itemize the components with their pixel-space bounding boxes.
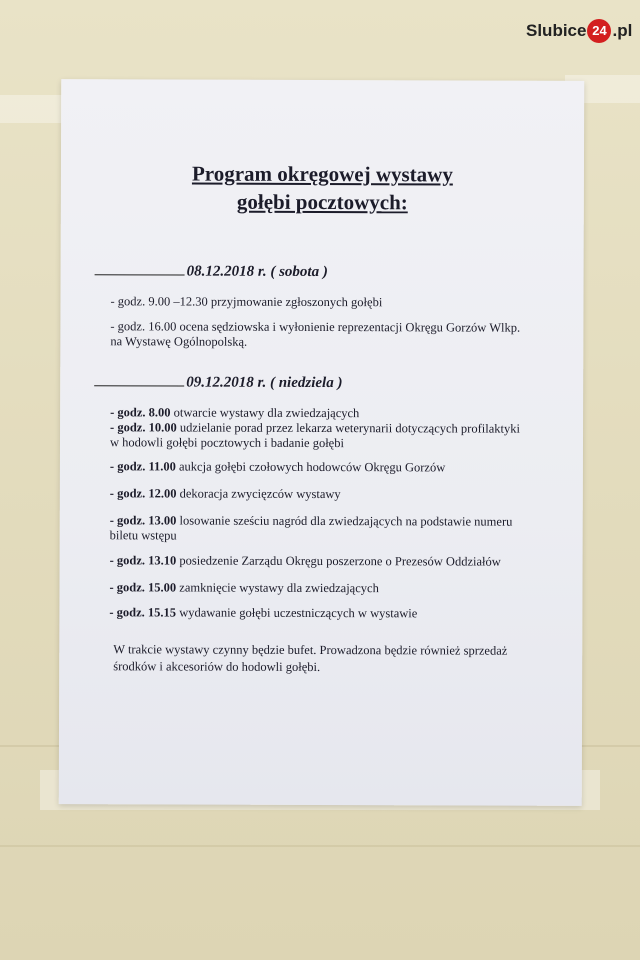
item-text: losowanie sześciu nagród dla zwiedzających na podstawie numeru biletu wstępu bbox=[109, 513, 513, 543]
day2-item bbox=[110, 486, 530, 502]
notice-title-line1: Program okręgowej wystawy bbox=[191, 161, 453, 187]
date-rule bbox=[94, 385, 184, 386]
notice-title-line2: gołębi pocztowych: bbox=[236, 189, 408, 215]
item-time: - godz. 15.15 bbox=[109, 605, 177, 620]
day1-date-text: 08.12.2018 r. ( sobota ) bbox=[186, 263, 328, 281]
date-rule bbox=[95, 274, 185, 275]
item-time: - godz. 8.00 bbox=[110, 405, 171, 420]
day2-item bbox=[110, 405, 510, 421]
item-text: przyjmowanie zgłoszonych gołębi bbox=[210, 294, 383, 310]
day2-item bbox=[110, 553, 530, 569]
watermark-prefix: Slubice bbox=[526, 21, 587, 40]
item-time: - godz. 10.00 bbox=[110, 420, 177, 435]
tape-left bbox=[0, 95, 70, 123]
item-time: - godz. 15.00 bbox=[109, 580, 177, 595]
item-text: zamknięcie wystawy dla zwiedzających bbox=[179, 580, 379, 596]
item-text: dekoracja zwycięzców wystawy bbox=[179, 486, 341, 502]
item-time: - godz. 16.00 bbox=[110, 319, 177, 334]
day2-date bbox=[94, 374, 342, 392]
item-time: - godz. 11.00 bbox=[109, 459, 176, 474]
watermark-logo bbox=[526, 16, 632, 46]
day1-item bbox=[110, 294, 550, 311]
day1-date bbox=[95, 263, 328, 281]
item-text: ocena sędziowska i wyłonienie reprezentacji Okręgu Gorzów Wlkp. na Wystawę Ogólnopolską. bbox=[110, 319, 521, 349]
wall-seam bbox=[0, 845, 640, 847]
item-text: udzielanie porad przez lekarza weterynarii dotyczących profilaktyki w hodowli gołębi pocztowych i badanie gołębi bbox=[109, 420, 520, 451]
item-text: wydawanie gołębi uczestniczących w wystawie bbox=[179, 605, 418, 621]
day2-item bbox=[110, 513, 530, 544]
item-time: - godz. 13.00 bbox=[109, 513, 177, 528]
notice-footer: W trakcie wystawy czynny będzie bufet. Prowadzona będzie również sprzedaż środków i akcesoriów do hodowli gołębi. bbox=[113, 642, 508, 674]
day1-item bbox=[110, 319, 530, 350]
item-text: aukcja gołębi czołowych hodowców Okręgu Gorzów bbox=[179, 459, 446, 475]
day2-date-text: 09.12.2018 r. ( niedziela ) bbox=[186, 374, 343, 392]
day2-item bbox=[109, 605, 529, 621]
item-time: - godz. 13.10 bbox=[109, 553, 177, 568]
notice-paper bbox=[59, 79, 585, 806]
item-text: posiedzenie Zarządu Okręgu poszerzone o Prezesów Oddziałów bbox=[179, 553, 501, 569]
day2-item bbox=[110, 459, 530, 475]
watermark-badge: 24 bbox=[587, 19, 611, 43]
watermark-suffix: .pl bbox=[612, 21, 633, 40]
item-time: - godz. 9.00 –12.30 bbox=[110, 294, 208, 309]
item-time: - godz. 12.00 bbox=[109, 486, 177, 501]
day2-item bbox=[110, 420, 530, 451]
day2-item bbox=[109, 580, 529, 596]
item-text: otwarcie wystawy dla zwiedzających bbox=[173, 405, 360, 421]
